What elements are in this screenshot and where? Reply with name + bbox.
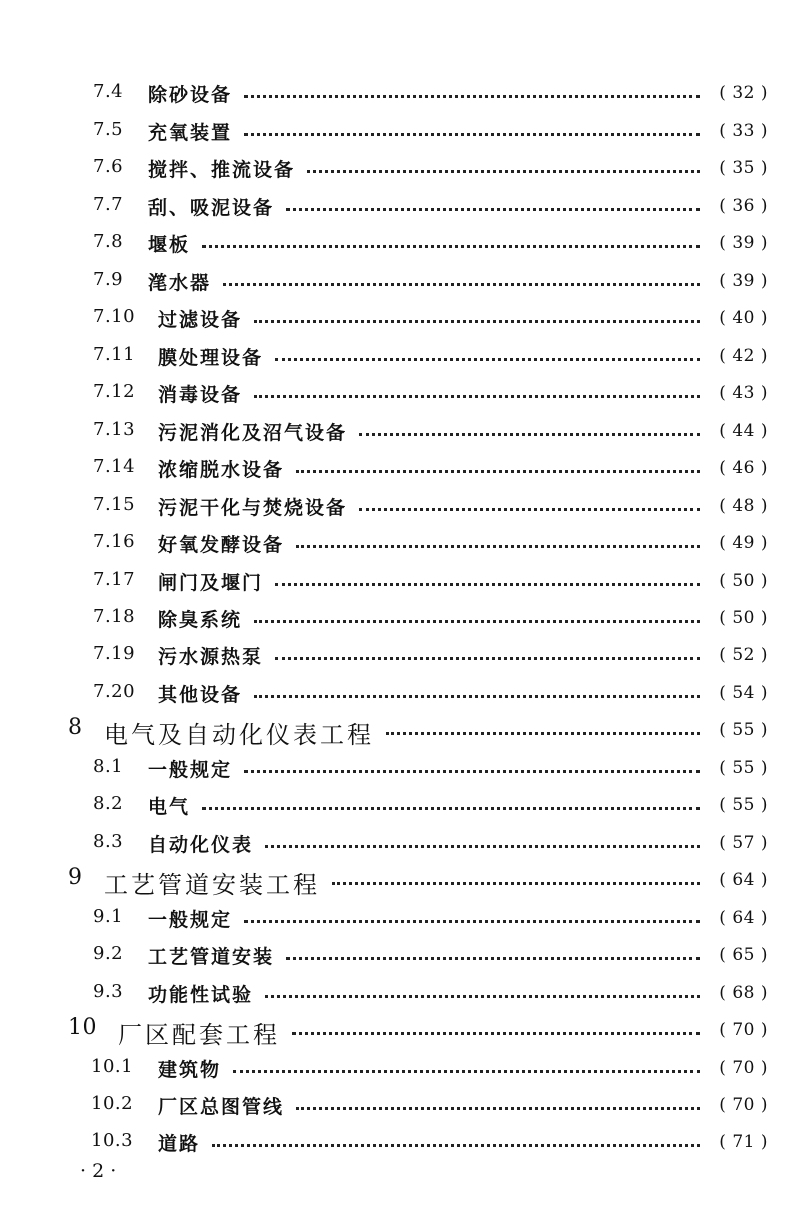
- toc-entry-number: 7.11: [93, 344, 136, 365]
- toc-page-number: ( 50 ): [719, 608, 768, 628]
- toc-leader-dots: [202, 807, 700, 810]
- toc-leader-dots: [292, 1032, 700, 1035]
- toc-page-number: ( 64 ): [719, 870, 768, 890]
- toc-entry-title: 功能性试验: [148, 984, 254, 1006]
- toc-page-number: ( 70 ): [719, 1020, 768, 1040]
- toc-page-number: ( 55 ): [719, 720, 768, 740]
- toc-leader-dots: [223, 283, 700, 286]
- toc-leader-dots: [332, 882, 700, 885]
- toc-section-entry: [0, 678, 790, 708]
- toc-leader-dots: [254, 395, 700, 398]
- toc-section-entry: [0, 940, 790, 970]
- toc-entry-title: 工艺管道安装工程: [104, 871, 320, 899]
- toc-entry-number: 7.8: [93, 231, 124, 252]
- toc-leader-dots: [244, 133, 700, 136]
- toc-entry-number: 9.3: [93, 981, 124, 1002]
- toc-entry-title: 污泥消化及沼气设备: [158, 422, 348, 444]
- toc-section-entry: [0, 790, 790, 820]
- toc-entry-title: 过滤设备: [158, 309, 243, 331]
- toc-chapter-entry: [0, 715, 790, 749]
- toc-entry-title: 好氧发酵设备: [158, 534, 285, 556]
- toc-chapter-entry: [0, 1015, 790, 1049]
- toc-entry-number: 8.2: [93, 793, 124, 814]
- toc-entry-number: 7.5: [93, 119, 124, 140]
- toc-leader-dots: [254, 620, 700, 623]
- toc-leader-dots: [286, 208, 700, 211]
- toc-entry-title: 道路: [158, 1133, 201, 1155]
- toc-page-number: ( 49 ): [719, 533, 768, 553]
- toc-page-number: ( 71 ): [719, 1132, 768, 1152]
- toc-entry-title: 除臭系统: [158, 609, 243, 631]
- toc-entry-title: 充氧装置: [148, 122, 233, 144]
- toc-page-number: ( 39 ): [719, 271, 768, 291]
- toc-entry-number: 8.3: [93, 831, 124, 852]
- toc-entry-title: 刮、吸泥设备: [148, 197, 275, 219]
- toc-entry-number: 7.16: [93, 531, 136, 552]
- toc-section-entry: [0, 153, 790, 183]
- toc-leader-dots: [275, 583, 700, 586]
- toc-section-entry: [0, 228, 790, 258]
- toc-leader-dots: [244, 920, 700, 923]
- toc-entry-number: 8: [68, 715, 83, 740]
- toc-entry-title: 污泥干化与焚烧设备: [158, 497, 348, 519]
- toc-section-entry: [0, 491, 790, 521]
- toc-section-entry: [0, 603, 790, 633]
- toc-entry-title: 厂区配套工程: [118, 1021, 280, 1049]
- toc-section-entry: [0, 116, 790, 146]
- toc-section-entry: [0, 453, 790, 483]
- toc-entry-number: 10.2: [91, 1093, 134, 1114]
- toc-leader-dots: [359, 433, 700, 436]
- page-number-footer: · 2 ·: [80, 1160, 117, 1182]
- toc-entry-title: 闸门及堰门: [158, 572, 264, 594]
- toc-section-entry: [0, 1127, 790, 1157]
- toc-entry-title: 一般规定: [148, 759, 233, 781]
- toc-page-number: ( 70 ): [719, 1095, 768, 1115]
- toc-page-number: ( 70 ): [719, 1058, 768, 1078]
- toc-entry-title: 消毒设备: [158, 384, 243, 406]
- toc-leader-dots: [296, 1107, 700, 1110]
- toc-page-number: ( 36 ): [719, 196, 768, 216]
- toc-page-number: ( 55 ): [719, 795, 768, 815]
- toc-entry-title: 除砂设备: [148, 84, 233, 106]
- toc-page-number: ( 32 ): [719, 83, 768, 103]
- toc-leader-dots: [254, 320, 700, 323]
- toc-entry-title: 浓缩脱水设备: [158, 459, 285, 481]
- toc-entry-title: 污水源热泵: [158, 646, 264, 668]
- toc-entry-number: 7.20: [93, 681, 136, 702]
- toc-leader-dots: [212, 1144, 700, 1147]
- toc-page-number: ( 33 ): [719, 121, 768, 141]
- toc-section-entry: [0, 78, 790, 108]
- toc-entry-number: 7.15: [93, 494, 136, 515]
- toc-entry-number: 7.17: [93, 569, 136, 590]
- toc-entry-title: 一般规定: [148, 909, 233, 931]
- toc-section-entry: [0, 828, 790, 858]
- toc-section-entry: [0, 903, 790, 933]
- toc-entry-title: 电气: [148, 796, 191, 818]
- toc-entry-number: 9.2: [93, 943, 124, 964]
- toc-entry-number: 7.19: [93, 643, 136, 664]
- toc-section-entry: [0, 378, 790, 408]
- toc-leader-dots: [275, 358, 700, 361]
- toc-entry-title: 搅拌、推流设备: [148, 159, 296, 181]
- toc-leader-dots: [254, 695, 700, 698]
- toc-entry-number: 9: [68, 865, 83, 890]
- toc-entry-number: 8.1: [93, 756, 124, 777]
- toc-entry-number: 7.4: [93, 81, 124, 102]
- toc-leader-dots: [275, 657, 700, 660]
- toc-entry-number: 10.3: [91, 1130, 134, 1151]
- toc-entry-title: 堰板: [148, 234, 191, 256]
- toc-page-number: ( 46 ): [719, 458, 768, 478]
- toc-entry-number: 7.7: [93, 194, 124, 215]
- toc-entry-title: 电气及自动化仪表工程: [104, 721, 374, 749]
- toc-entry-number: 7.14: [93, 456, 136, 477]
- toc-page-number: ( 65 ): [719, 945, 768, 965]
- toc-entry-title: 建筑物: [158, 1059, 222, 1081]
- toc-section-entry: [0, 978, 790, 1008]
- toc-section-entry: [0, 191, 790, 221]
- toc-page-number: ( 39 ): [719, 233, 768, 253]
- toc-section-entry: [0, 528, 790, 558]
- toc-leader-dots: [244, 770, 700, 773]
- toc-section-entry: [0, 1053, 790, 1083]
- toc-entry-number: 9.1: [93, 906, 124, 927]
- toc-entry-number: 7.18: [93, 606, 136, 627]
- toc-page-number: ( 40 ): [719, 308, 768, 328]
- toc-leader-dots: [202, 245, 700, 248]
- toc-entry-number: 7.13: [93, 419, 136, 440]
- toc-leader-dots: [286, 957, 700, 960]
- toc-leader-dots: [244, 95, 700, 98]
- toc-leader-dots: [359, 508, 700, 511]
- toc-page-number: ( 43 ): [719, 383, 768, 403]
- toc-entry-title: 滗水器: [148, 272, 212, 294]
- toc-entry-number: 10: [68, 1015, 97, 1040]
- toc-page-number: ( 44 ): [719, 421, 768, 441]
- toc-entry-title: 自动化仪表: [148, 834, 254, 856]
- toc-entry-title: 工艺管道安装: [148, 946, 275, 968]
- toc-leader-dots: [265, 995, 700, 998]
- toc-section-entry: [0, 341, 790, 371]
- toc-page-number: ( 54 ): [719, 683, 768, 703]
- toc-leader-dots: [265, 845, 700, 848]
- toc-leader-dots: [296, 470, 700, 473]
- toc-entry-number: 10.1: [91, 1056, 134, 1077]
- toc-section-entry: [0, 1090, 790, 1120]
- toc-entry-title: 其他设备: [158, 684, 243, 706]
- toc-section-entry: [0, 266, 790, 296]
- toc-section-entry: [0, 640, 790, 670]
- toc-entry-number: 7.12: [93, 381, 136, 402]
- toc-page-number: ( 64 ): [719, 908, 768, 928]
- toc-page-number: ( 55 ): [719, 758, 768, 778]
- toc-page-number: ( 68 ): [719, 983, 768, 1003]
- toc-entry-number: 7.9: [93, 269, 124, 290]
- toc-chapter-entry: [0, 865, 790, 899]
- toc-entry-number: 7.10: [93, 306, 136, 327]
- toc-entry-title: 厂区总图管线: [158, 1096, 285, 1118]
- toc-page-number: ( 35 ): [719, 158, 768, 178]
- toc-entry-title: 膜处理设备: [158, 347, 264, 369]
- toc-leader-dots: [307, 170, 700, 173]
- toc-leader-dots: [233, 1070, 700, 1073]
- toc-page-number: ( 42 ): [719, 346, 768, 366]
- toc-page-number: ( 48 ): [719, 496, 768, 516]
- toc-section-entry: [0, 566, 790, 596]
- toc-section-entry: [0, 416, 790, 446]
- toc-section-entry: [0, 303, 790, 333]
- toc-page-number: ( 57 ): [719, 833, 768, 853]
- toc-page-number: ( 50 ): [719, 571, 768, 591]
- toc-section-entry: [0, 753, 790, 783]
- toc-entry-number: 7.6: [93, 156, 124, 177]
- toc-page-number: ( 52 ): [719, 645, 768, 665]
- toc-leader-dots: [296, 545, 700, 548]
- toc-leader-dots: [386, 732, 700, 735]
